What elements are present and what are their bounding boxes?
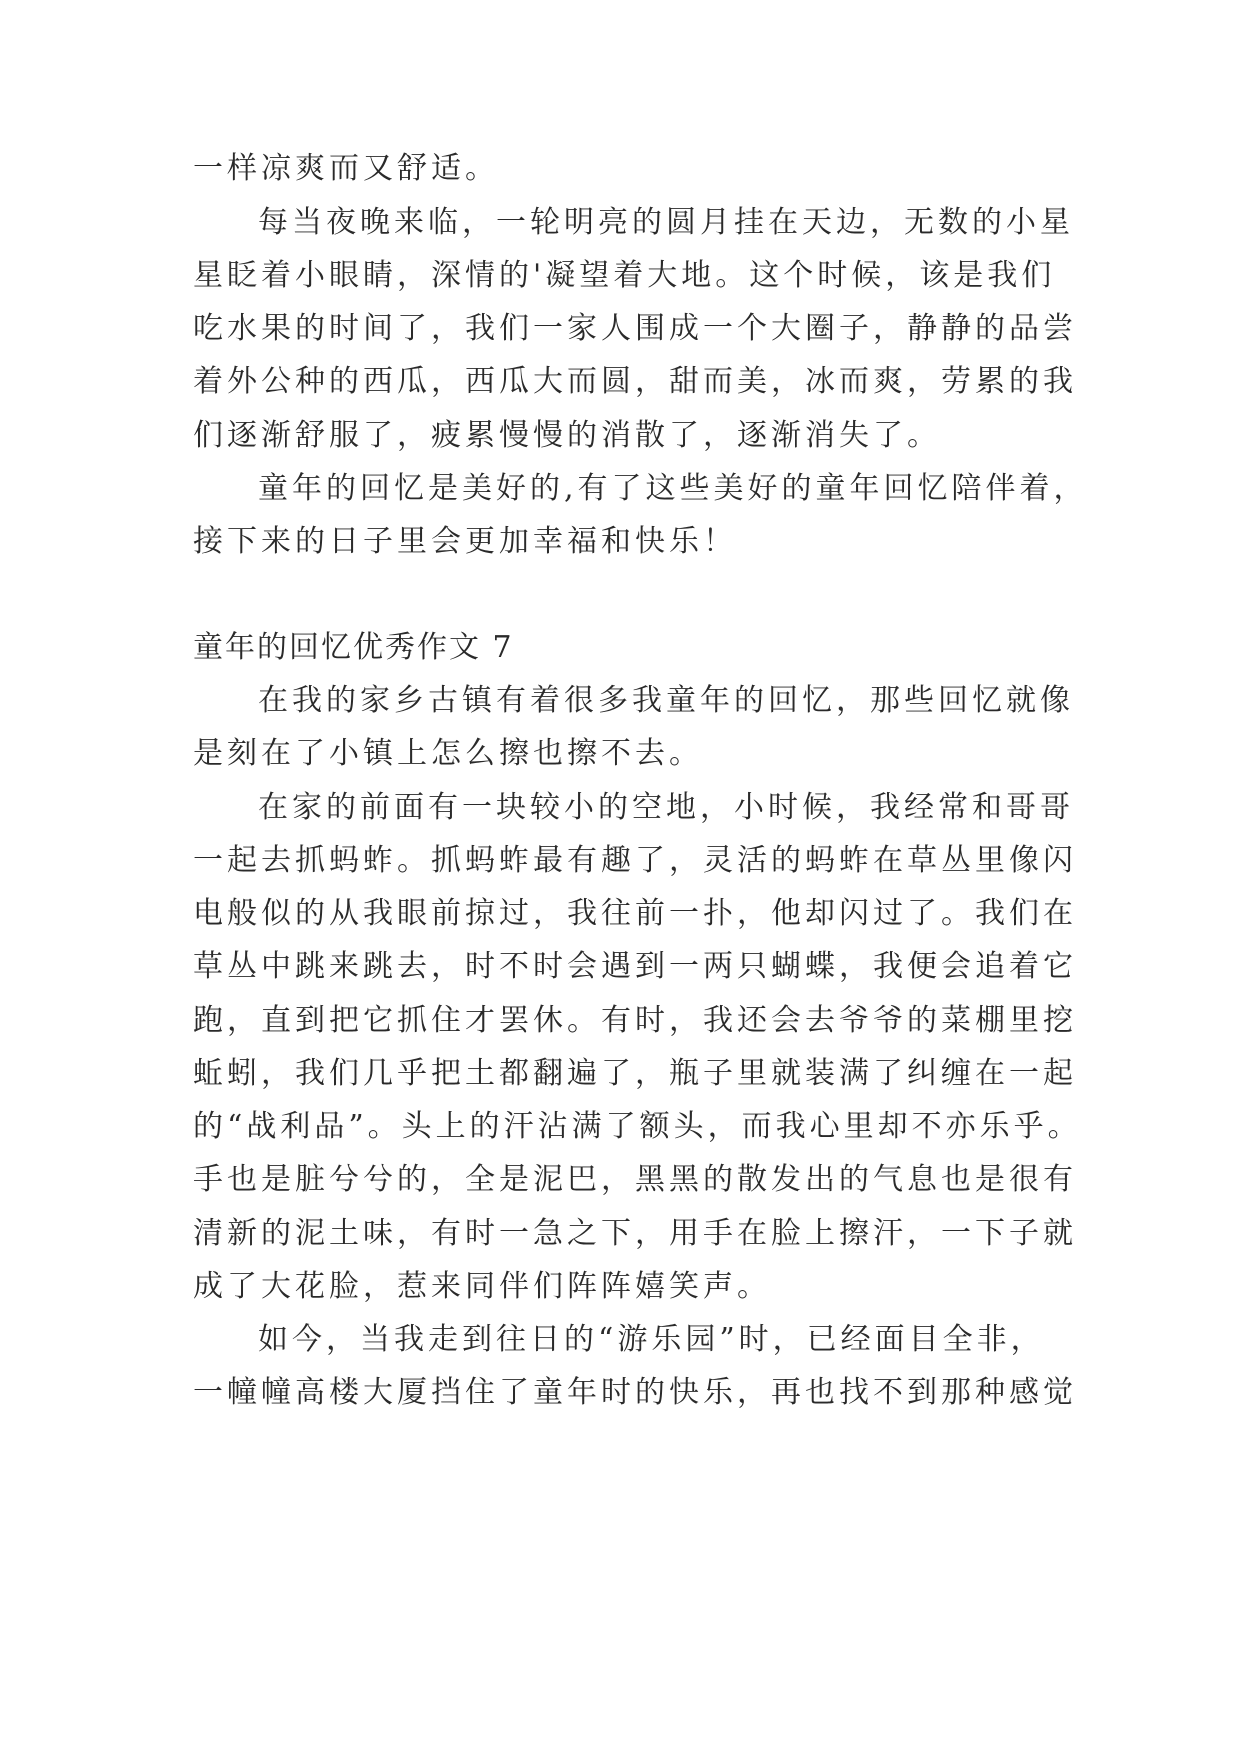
text-line: 蚯蚓，我们几乎把土都翻遍了，瓶子里就装满了纠缠在一起 [193,1056,1077,1091]
text-line: 星眨着小眼睛，深情的'凝望着大地。这个时候，该是我们 [193,258,1056,293]
text-line: 成了大花脸，惹来同伴们阵阵嬉笑声。 [193,1269,771,1304]
text-line: 着外公种的西瓜，西瓜大而圆，甜而美，冰而爽，劳累的我 [193,364,1077,399]
paragraph-start-line: 如今，当我走到往日的“游乐园”时，已经面目全非， [258,1322,1045,1357]
text-line: 一幢幢高楼大厦挡住了童年时的快乐，再也找不到那种感觉 [193,1375,1077,1410]
text-line: 们逐渐舒服了，疲累慢慢的消散了，逐渐消失了。 [193,418,941,453]
text-line: 的“战利品”。头上的汗沾满了额头，而我心里却不亦乐乎。 [193,1109,1082,1144]
section-heading: 童年的回忆优秀作文 7 [193,630,514,665]
text-line: 一样凉爽而又舒适。 [193,151,499,186]
text-line: 草丛中跳来跳去，时不时会遇到一两只蝴蝶，我便会追着它 [193,949,1077,984]
text-line: 电般似的从我眼前掠过，我往前一扑，他却闪过了。我们在 [193,896,1077,931]
text-line: 吃水果的时间了，我们一家人围成一个大圈子，静静的品尝 [193,311,1077,346]
text-line: 手也是脏兮兮的，全是泥巴，黑黑的散发出的气息也是很有 [193,1162,1077,1197]
text-line: 清新的泥土味，有时一急之下，用手在脸上擦汗，一下子就 [193,1216,1077,1251]
text-line: 是刻在了小镇上怎么擦也擦不去。 [193,736,703,771]
paragraph-start-line: 在我的家乡古镇有着很多我童年的回忆，那些回忆就像 [258,683,1074,718]
text-line: 一起去抓蚂蚱。抓蚂蚱最有趣了，灵活的蚂蚱在草丛里像闪 [193,843,1077,878]
paragraph-start-line: 每当夜晚来临，一轮明亮的圆月挂在天边，无数的小星 [258,205,1074,240]
paragraph-start-line: 童年的回忆是美好的,有了这些美好的童年回忆陪伴着， [258,471,1088,506]
text-line: 接下来的日子里会更加幸福和快乐！ [193,524,737,559]
paragraph-start-line: 在家的前面有一块较小的空地，小时候，我经常和哥哥 [258,790,1074,825]
text-line: 跑，直到把它抓住才罢休。有时，我还会去爷爷的菜棚里挖 [193,1003,1077,1038]
